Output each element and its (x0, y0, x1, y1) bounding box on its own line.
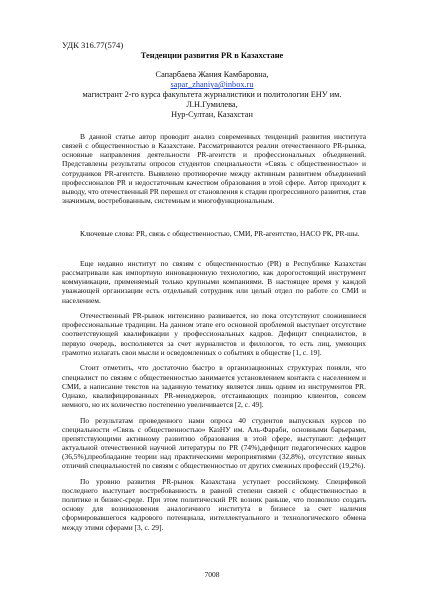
page-number: 7008 (204, 570, 220, 579)
author-email-link[interactable]: sapar_zhaniya@inbox.ru (170, 80, 254, 89)
abstract (62, 132, 366, 205)
abstract-text: В данной статье автор проводит анализ современных тенденций развития института связей с общественностью в Казахстане. Рассматриваются реалии отечественного PR-рынка, основные направления деятельности PR-агентств и профессиональных объединений. Представлены результаты опросов студентов специальности «Связь с общественностью» и сотрудников PR-агентств. Выявлено противоречие между активным развитием объединений профессионалов PR и недостаточным качеством образования в этой сфере. Автор приходит к выводу, что отечественный PR перешел от становления к стадии прогрессивного развития, став значимым, востребованным, системным и многофункциональным. (62, 132, 366, 206)
author-position: магистрант 2-го курса факультета журналистики и политологии ЕНУ им. (82, 90, 342, 99)
paragraph: По уровню развития PR-рынок Казахстана уступает российскому. Спецификой последнего выступает востребованность в равной степени связей с общественностью в политике и бизнес-среде. При этом политический PR возник раньше, что позволило создать основу для возникновения аналогичного института в бизнесе за счет наличия сформировавшегося кадрового потенциала, интеллектуального и технологического обмена между этими сферами [3, с. 29]. (62, 476, 366, 532)
article-title: Тенденции развития PR в Казахстане (140, 51, 284, 60)
main-text (62, 259, 366, 538)
author-university: Л.Н.Гумилева, (186, 100, 238, 109)
keywords (62, 229, 366, 238)
paragraph: Еще недавно институт по связям с общественностью (PR) в Республике Казахстан рассматривали как импортную инновационную технологию, как дорогостоящий инструмент коммуникации, применяемый только крупными компаниями. В настоящее время у каждой уважающей организации есть отдельный сотрудник или целый отдел по работе со СМИ и населением. (62, 259, 366, 305)
paragraph: Стоит отметить, что достаточно быстро в организационных структурах поняли, что специалист по связям с общественностью занимается установлением контакта с населением и СМИ, а написание текстов на заданную тематику является лишь одним из инструментов PR. Однако, квалифицированных PR-менеджеров, отстаивающих позицию клиентов, совсем немного, но их количество постепенно увеличивается [2, с. 49]. (62, 363, 366, 409)
paragraph: Отечественный PR-рынок интенсивно развивается, но пока отсутствуют сложившиеся профессиональные традиции. На данном этапе его основной проблемой выступает отсутствие соответствующей квалификации у профессиональных кадров. Дефицит специалистов, в первую очередь, восполняется за счет журналистов и филологов, то есть лиц, умеющих грамотно излагать свои мысли и осведомленных о событиях в обществе [1, с. 19]. (62, 311, 366, 357)
author-location: Нур-Султан, Казахстан (171, 110, 253, 119)
paragraph: По результатам проведенного нами опроса 40 студентов выпускных курсов по специальности «Связь с общественностью» КазНУ им. Аль-Фараби, основными барьерами, препятствующими активному развитию образования в этой сфере, выступают: дефицит актуальной отечественной научной литературы по PR (74%),дефицит педагогических кадров (36,5%),преобладание теории над практическими мероприятиями (32,8%), отсутствие явных отличий специальностей по связям с общественностью от других смежных профессий (19,2%). (62, 415, 366, 471)
udk-code: УДК 316.77(574) (62, 40, 124, 50)
author-name: Сапарбаева Жания Камбаровна, (155, 70, 269, 79)
keywords-text: Ключевые слова: PR, связь с общественностью, СМИ, PR-агентство, НАСО РК, PR-шы. (80, 229, 360, 238)
